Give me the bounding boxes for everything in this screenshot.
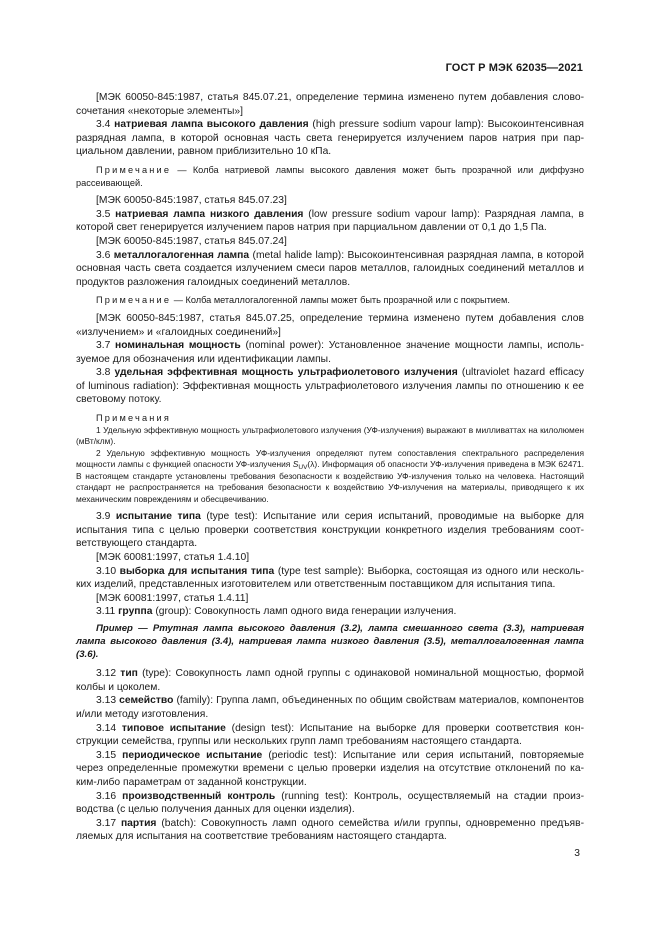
definition-text: (nominal power): Установленное значение мощности лампы, используемое для обозначения или идентификации лампы. bbox=[76, 340, 584, 365]
clause-number: 3.9 bbox=[96, 511, 116, 523]
formula-argument: (λ) bbox=[307, 459, 318, 470]
reference-text: [МЭК 60050-845:1987, статья 845.07.25, определение термина изменено путем добавления слов «излучением» и «галоидных соединений»] bbox=[76, 312, 584, 338]
term: группа bbox=[118, 606, 153, 618]
definition-3-7 bbox=[76, 339, 584, 366]
page-number: 3 bbox=[574, 848, 580, 859]
note bbox=[76, 164, 584, 189]
term: семейство bbox=[119, 695, 174, 707]
definition-text: (low pressure sodium vapour lamp): Разрядная лампа, в которой свет генерируется излучением паров натрия при парциальном давлении от 0,1 до 1,5 Па. bbox=[76, 208, 584, 234]
note-item-1 bbox=[76, 425, 584, 448]
example bbox=[76, 623, 584, 661]
note-text: — Колба натриевой лампы высокого давления может быть прозрачной или диффузно рассеивающей. bbox=[76, 164, 584, 188]
definition-text: (ultraviolet hazard efficacy of luminous radiation): Эффективная мощность ультрафиолетового излучения лампы по отношению к ее световому потоку. bbox=[76, 367, 584, 406]
definition-text: (periodic test): Испытание или серия испытаний, повторяемые через определенные промежутки времени с целью проверки изделия на отсутствие отклонений по каким-либо параметрам от заданной конструкции. bbox=[76, 749, 584, 789]
clause-number: 3.13 bbox=[96, 695, 120, 707]
definition-3-9 bbox=[76, 510, 584, 551]
note-text: 1 Удельную эффективную мощность ультрафиолетового излучения (УФ-излучения) выражают в милливаттах на килолюмен (мВт/клм). bbox=[76, 424, 584, 447]
reference-paragraph bbox=[76, 592, 584, 606]
formula-symbol: S bbox=[292, 459, 299, 470]
term: производственный контроль bbox=[122, 790, 276, 802]
definition-text: (type): Совокупность ламп одной группы с одинаковой номинальной мощностью, формой колбы и цоколем. bbox=[76, 668, 584, 693]
notes-title bbox=[76, 412, 584, 425]
note-item-2 bbox=[76, 448, 584, 506]
definition-3-14 bbox=[76, 722, 584, 749]
notes-label: Примечания bbox=[96, 413, 172, 424]
term: испытание типа bbox=[115, 511, 201, 523]
clause-number: 3.16 bbox=[96, 790, 123, 802]
definition-text: (design test): Испытание на выборке для проверки соответствия конструкции семейства, группы или нескольких групп ламп требованиям настоящего стандарта. bbox=[76, 722, 584, 748]
note-label: Примечание bbox=[96, 295, 172, 306]
page-content bbox=[76, 91, 584, 844]
definition-text: (type test sample): Выборка, состоящая из одного или нескольких изделий, представленных изготовителем или ответственным поставщиком для испытания типа. bbox=[76, 565, 585, 591]
reference-text: [МЭК 60081:1997, статья 1.4.11] bbox=[96, 592, 249, 604]
term: номинальная мощность bbox=[115, 340, 241, 352]
term: натриевая лампа низкого давления bbox=[115, 208, 304, 220]
definition-text: (type test): Испытание или серия испытаний, проводимые на выборке для испытания типа с целью проверки соответствия конструкции конкретного изделия требованиям соответствующего стандарта. bbox=[76, 511, 584, 550]
definition-3-10 bbox=[76, 565, 584, 592]
clause-number: 3.17 bbox=[96, 817, 121, 829]
definition-3-6 bbox=[76, 249, 584, 290]
example-text: Пример — Ртутная лампа высокого давления (3.2), лампа смешанного света (3.3), натриевая лампа высокого давления (3.4), натриевая лампа низкого давления (3.5), металлогалогенная лампа (3.6). bbox=[76, 622, 584, 660]
note-label: Примечание bbox=[96, 164, 172, 175]
reference-paragraph bbox=[76, 91, 584, 118]
clause-number: 3.10 bbox=[96, 565, 120, 577]
reference-text: [МЭК 60050-845:1987, статья 845.07.23] bbox=[96, 195, 287, 207]
definition-text: (metal halide lamp): Высокоинтенсивная разрядная лампа, в которой основная часть света создается излучением смеси паров металлов, галоидных соединений металлов и продуктов разложения галоидных соединений металлов. bbox=[76, 249, 584, 288]
reference-paragraph bbox=[76, 194, 584, 208]
reference-paragraph bbox=[76, 312, 584, 339]
definition-3-8 bbox=[76, 366, 584, 407]
clause-number: 3.14 bbox=[96, 722, 122, 734]
term: натриевая лампа высокого давления bbox=[114, 119, 309, 131]
reference-paragraph bbox=[76, 235, 584, 249]
definition-3-13 bbox=[76, 694, 584, 721]
definition-3-16 bbox=[76, 790, 584, 817]
note-text: — Колба металлогалогенной лампы может быть прозрачной или с покрытием. bbox=[171, 295, 510, 306]
term: выборка для испытания типа bbox=[119, 565, 275, 577]
definition-3-5 bbox=[76, 208, 584, 235]
term: партия bbox=[120, 817, 157, 829]
clause-number: 3.4 bbox=[96, 119, 115, 131]
clause-number: 3.5 bbox=[96, 208, 116, 220]
note-text: . Информация об опасности УФ-излучения приведена в МЭК 62471. В настоящем стандарте установлены требования безопасности к воздействию УФ-излучения только на человека. Настоящий стандарт не распространяется на требования безопасности к воздействию УФ-излучения на материалы, приводящего к их механическим повреждениям и обесцвечиванию. bbox=[76, 459, 585, 504]
definition-3-12 bbox=[76, 667, 584, 694]
reference-text: [МЭК 60050-845:1987, статья 845.07.21, определение термина изменено путем добавления словосочетания «некоторые элементы»] bbox=[76, 92, 584, 117]
term: металлогалогенная лампа bbox=[113, 249, 250, 261]
definition-text: (batch): Совокупность ламп одного семейства и/или группы, одновременно предъявляемых для испытания на соответствие требованиям настоящего стандарта. bbox=[76, 817, 584, 843]
clause-number: 3.11 bbox=[96, 606, 119, 618]
term: периодическое испытание bbox=[122, 749, 263, 761]
clause-number: 3.8 bbox=[96, 367, 115, 379]
definition-3-11 bbox=[76, 605, 584, 619]
definition-3-4 bbox=[76, 118, 584, 159]
definition-text: (high pressure sodium vapour lamp): Высокоинтенсивная разрядная лампа, в которой основная часть света генерируется излучением паров натрия при парциальном давлении, равном приблизительно 10 кПа. bbox=[76, 119, 584, 158]
definition-text: (group): Совокупность ламп одного вида генерации излучения. bbox=[152, 606, 457, 618]
term: типовое испытание bbox=[121, 722, 226, 734]
note-text: 2 Удельную эффективную мощность УФ-излучения определяют путем сопоставления спектрального распределения мощности лампы с функцией опасности УФ-излучения bbox=[76, 447, 584, 470]
definition-text: (running test): Контроль, осуществляемый на стадии производства (с целью получения данных для оценки изделия). bbox=[76, 790, 584, 816]
note bbox=[76, 294, 584, 307]
reference-text: [МЭК 60081:1997, статья 1.4.10] bbox=[96, 551, 250, 563]
page-header: ГОСТ Р МЭК 62035—2021 bbox=[445, 62, 583, 74]
reference-paragraph bbox=[76, 551, 584, 565]
clause-number: 3.7 bbox=[96, 340, 116, 352]
reference-text: [МЭК 60050-845:1987, статья 845.07.24] bbox=[96, 235, 287, 247]
term: удельная эффективная мощность ультрафиолетового излучения bbox=[114, 367, 458, 379]
clause-number: 3.15 bbox=[96, 749, 123, 761]
term: тип bbox=[120, 668, 138, 680]
definition-text: (family): Группа ламп, объединенных по общим свойствам материалов, компонентов и/или методу изготовления. bbox=[76, 695, 584, 721]
clause-number: 3.6 bbox=[96, 249, 114, 261]
clause-number: 3.12 bbox=[96, 668, 121, 680]
definition-3-17 bbox=[76, 817, 584, 844]
definition-3-15 bbox=[76, 749, 584, 790]
formula-subscript: UV bbox=[298, 464, 308, 472]
